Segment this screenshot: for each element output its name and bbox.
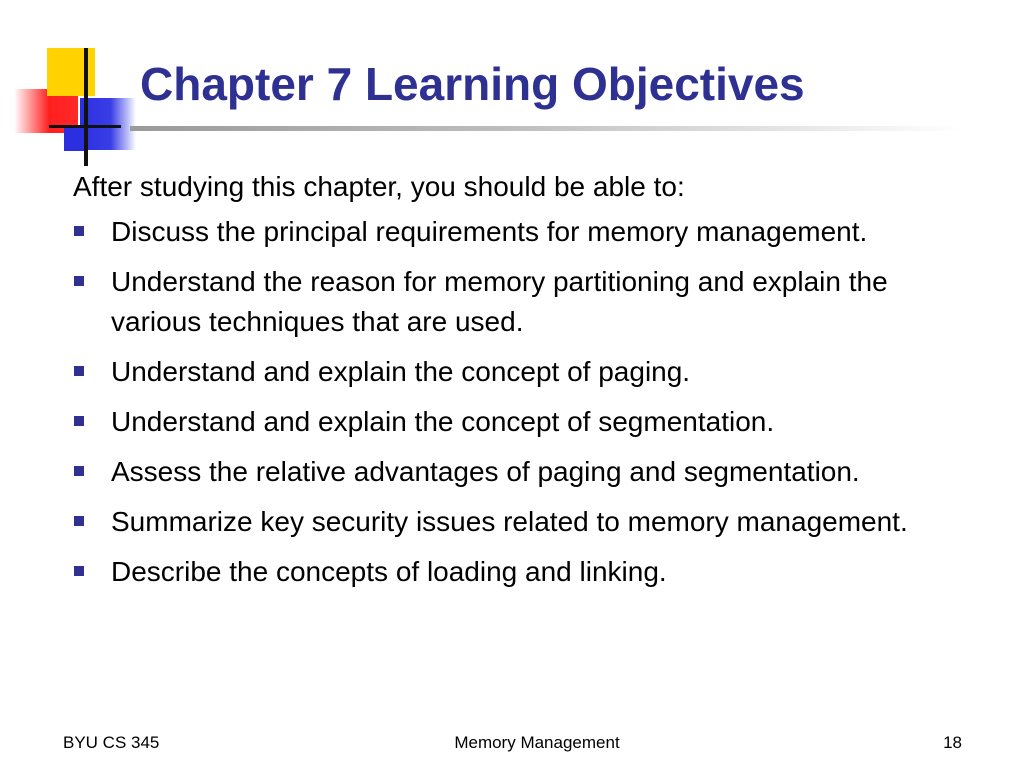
decorative-blue-small-square <box>64 125 86 151</box>
list-item <box>73 502 953 542</box>
footer-course: BYU CS 345 <box>63 733 160 752</box>
list-item <box>73 212 953 252</box>
list-item <box>73 262 953 342</box>
square-bullet-icon <box>74 276 84 286</box>
square-bullet-icon <box>74 466 84 476</box>
list-item-text: Summarize key security issues related to memory management. <box>111 506 908 537</box>
square-bullet-icon <box>74 566 84 576</box>
decorative-blue-square <box>80 98 136 150</box>
objectives-list <box>73 212 953 592</box>
slide-title: Chapter 7 Learning Objectives <box>140 58 805 110</box>
title-underline-rule <box>130 126 960 131</box>
list-item-text: Assess the relative advantages of paging and segmentation. <box>111 456 860 487</box>
square-bullet-icon <box>74 366 84 376</box>
list-item-text: Understand and explain the concept of paging. <box>111 356 691 387</box>
square-bullet-icon <box>74 416 84 426</box>
decorative-vertical-line <box>84 48 88 166</box>
list-item-text: Understand and explain the concept of segmentation. <box>111 406 775 437</box>
list-item-text: Understand the reason for memory partitioning and explain the various techniques that are used. <box>111 266 888 337</box>
decorative-horizontal-line <box>49 125 121 128</box>
list-item <box>73 552 953 592</box>
list-item <box>73 452 953 492</box>
list-item-text: Discuss the principal requirements for memory management. <box>111 216 868 247</box>
square-bullet-icon <box>74 516 84 526</box>
footer-page-number: 18 <box>943 733 962 752</box>
list-item <box>73 402 953 442</box>
slide-body <box>73 168 953 602</box>
list-item <box>73 352 953 392</box>
intro-text: After studying this chapter, you should be able to: <box>73 171 685 202</box>
list-item-text: Describe the concepts of loading and linking. <box>111 556 667 587</box>
footer-topic: Memory Management <box>454 733 620 752</box>
square-bullet-icon <box>74 226 84 236</box>
